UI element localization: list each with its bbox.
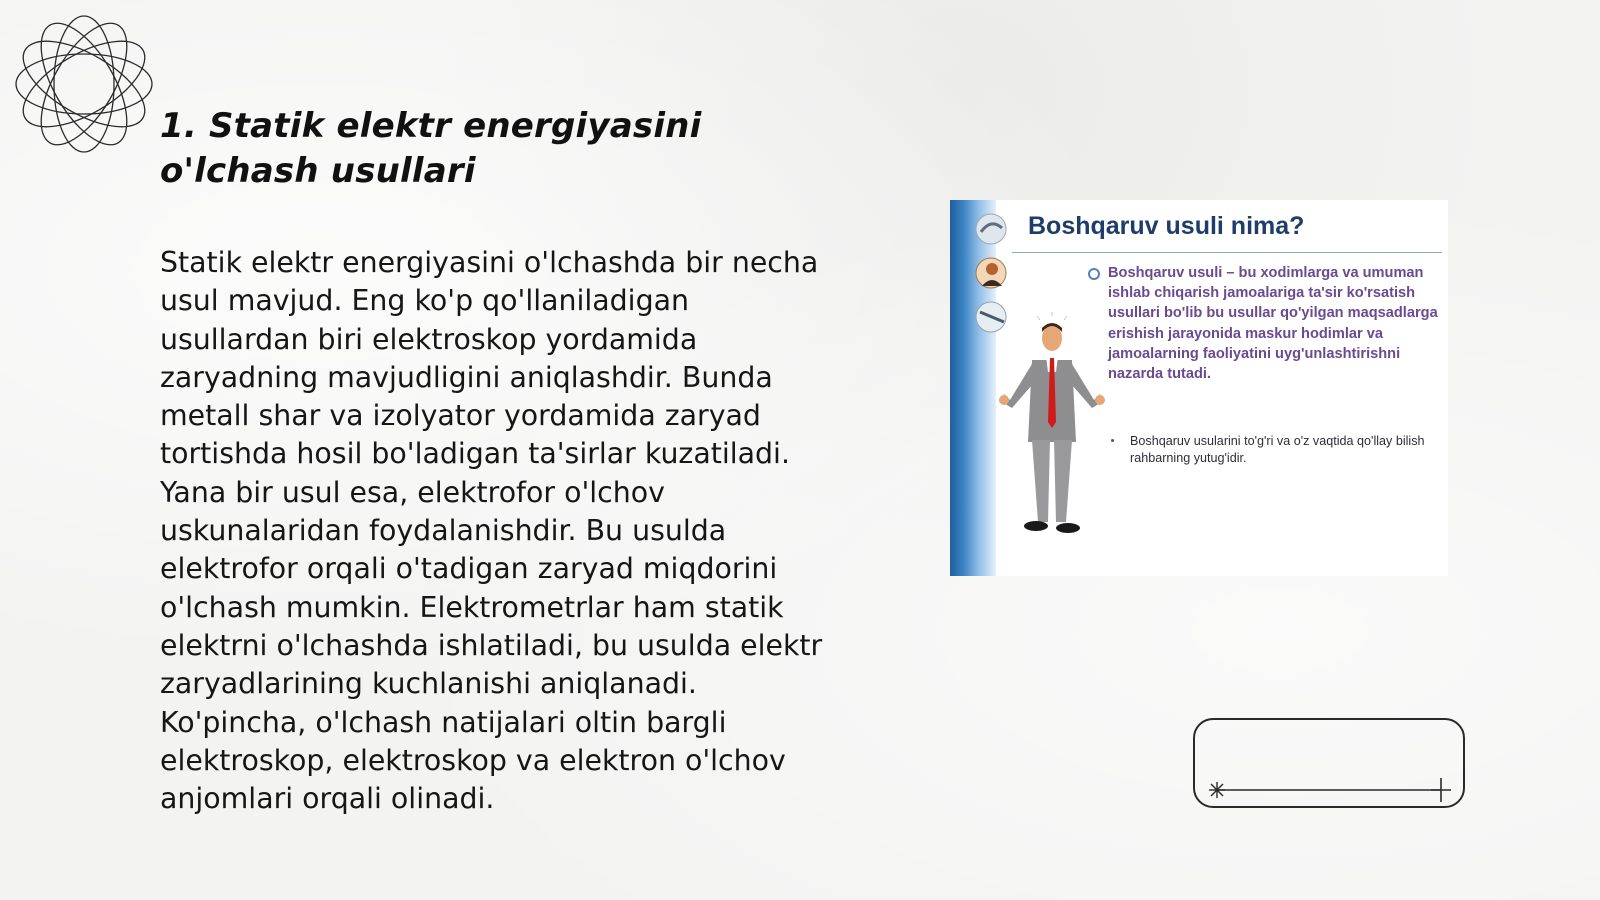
slide-title: 1. Statik elektr energiyasini o'lchash usullari <box>160 106 702 191</box>
slider-track-decoration <box>1195 720 1467 810</box>
image-definition-text: Boshqaruv usuli – bu xodimlarga va umuman ishlab chiqarish jamoalariga ta'sir ko'rsatish usullari bo'lib bu usullar qo'yilgan maqsadlarga erishish jarayonida maskur hodimlar va jamoalarning faoliyatini uyg'unlashtirishni nazarda tutadi. <box>1108 265 1438 383</box>
image-title: Boshqaruv usuli nima? <box>1028 212 1305 240</box>
image-bullet-dot-icon <box>1111 439 1114 442</box>
image-title-rule <box>1012 252 1442 253</box>
sparkle-icon <box>1431 778 1451 802</box>
decorative-slider-frame <box>1193 718 1465 808</box>
person-photo-icon <box>974 256 1008 290</box>
starburst-icon <box>1209 782 1225 798</box>
image-note-text: Boshqaruv usularini to'g'ri va o'z vaqtida qo'llay bilish rahbarning yutug'idir. <box>1130 434 1425 465</box>
image-bullet-circle-icon <box>1088 268 1100 280</box>
embedded-slide-image <box>950 200 1448 576</box>
dish-icon <box>974 212 1008 246</box>
wire-orb-decoration <box>10 10 158 158</box>
businessman-illustration <box>996 312 1108 538</box>
slide-body-text: Statik elektr energiyasini o'lchashda bir necha usul mavjud. Eng ko'p qo'llaniladigan usullardan biri elektroskop yordamida zaryadning mavjudligini aniqlashdir. Bunda metall shar va izolyator yordamida zaryad tortishda hosil bo'ladigan ta'sirlar kuzatiladi. Yana bir usul esa, elektrofor o'lchov uskunalaridan foydalanishdir. Bu usulda elektrofor orqali o'tadigan zaryad miqdorini o'lchash mumkin. Elektrometrlar ham statik elektrni o'lchashda ishlatiladi, bu usulda elektr zaryadlarining kuchlanishi aniqlanadi. Ko'pincha, o'lchash natijalari oltin bargli elektroskop, elektroskop va elektron o'lchov anjomlari orqali olinadi. <box>160 246 823 816</box>
